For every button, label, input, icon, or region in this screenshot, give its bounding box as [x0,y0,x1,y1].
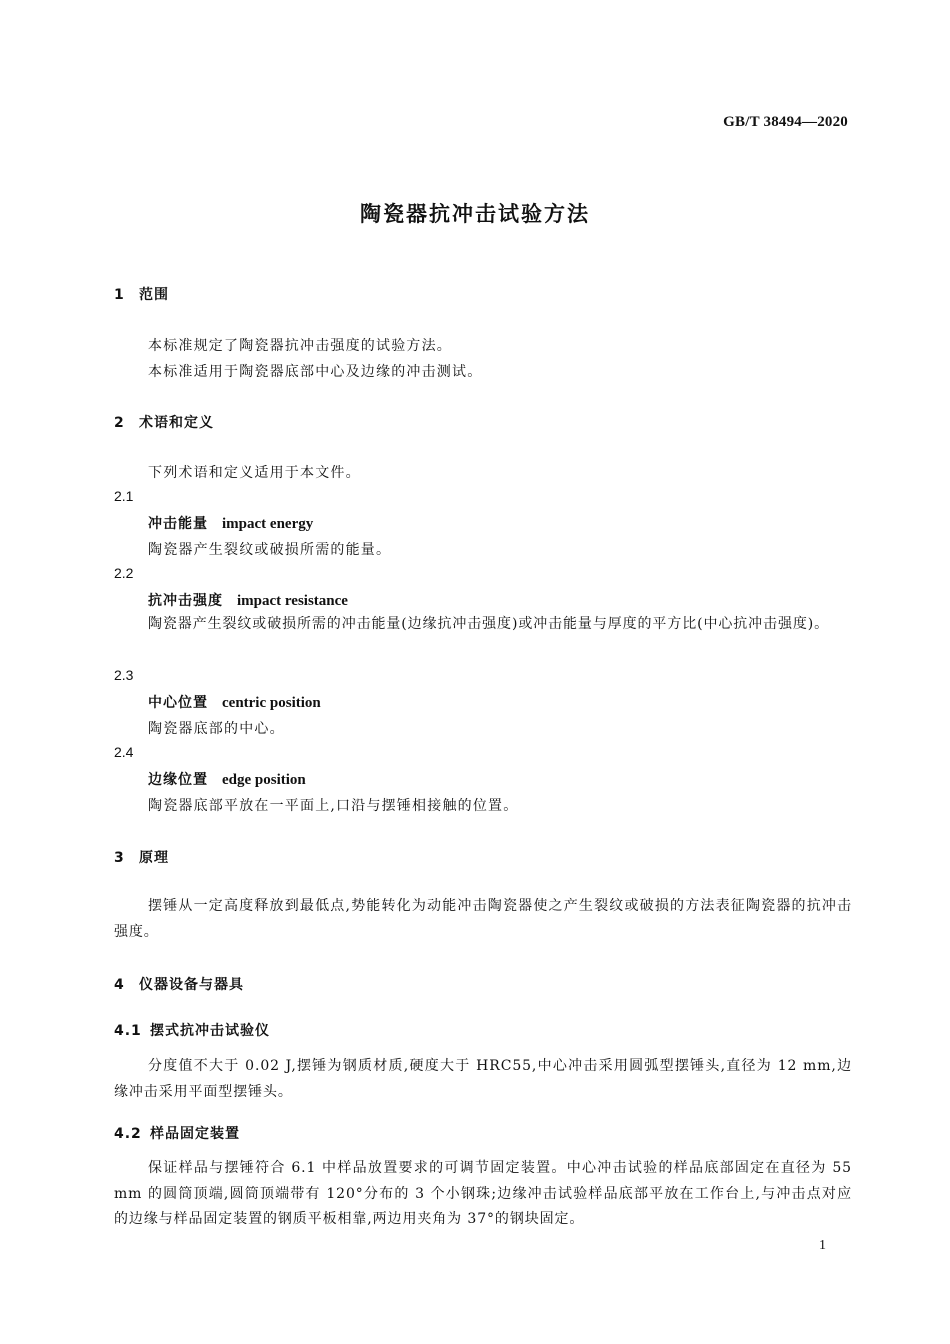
paragraph: 下列术语和定义适用于本文件。 [148,465,361,481]
section-number: 1 [114,287,125,303]
term-definition: 陶瓷器底部的中心。 [148,721,285,737]
term-definition: 陶瓷器底部平放在一平面上,口沿与摆锤相接触的位置。 [148,798,519,814]
section-title: 范围 [139,287,169,303]
paragraph: 分度值不大于 0.02 J,摆锤为钢质材质,硬度大于 HRC55,中心冲击采用圆弧型摆锤头,直径为 12 mm,边缘冲击采用平面型摆锤头。 [114,1058,852,1100]
paragraph: 保证样品与摆锤符合 6.1 中样品放置要求的可调节固定装置。中心冲击试验的样品底部固定在直径为 55 mm 的圆筒顶端,圆筒顶端带有 120°分布的 3 个小钢珠;边缘冲击试验样品底部平放在工作台上,与冲击点对应的边缘与样品固定装置的钢质平板相靠,两边用夹角为 37°的钢块固定。 [114,1160,852,1227]
term-entry [148,513,313,533]
term-entry [148,590,348,610]
section-number: 3 [114,850,125,866]
term-entry [148,692,321,712]
clause-number: 2.2 [114,565,134,581]
term-zh: 抗冲击强度 [148,593,223,609]
section-heading-principle [114,847,169,867]
term-entry [148,769,306,789]
section-heading-scope [114,284,169,304]
subsection-heading [114,1123,240,1143]
term-en: impact resistance [237,593,348,609]
paragraph: 摆锤从一定高度释放到最低点,势能转化为动能冲击陶瓷器使之产生裂纹或破损的方法表征陶瓷器的抗冲击强度。 [114,898,852,940]
standard-number: GB/T 38494—2020 [723,114,848,130]
term-definition: 陶瓷器产生裂纹或破损所需的能量。 [148,542,392,558]
clause-number: 2.1 [114,488,134,504]
page-number: 1 [819,1238,826,1253]
clause-number: 2.4 [114,744,134,760]
subsection-number: 4.1 [114,1023,142,1039]
clause-number: 2.3 [114,667,134,683]
document-title: 陶瓷器抗冲击试验方法 [360,202,590,226]
subsection-number: 4.2 [114,1126,142,1142]
term-en: impact energy [222,516,314,532]
paragraph: 本标准适用于陶瓷器底部中心及边缘的冲击测试。 [148,364,483,380]
section-heading-terms [114,412,214,432]
section-heading-apparatus [114,974,244,994]
term-en: edge position [222,772,306,788]
term-definition: 陶瓷器产生裂纹或破损所需的冲击能量(边缘抗冲击强度)或冲击能量与厚度的平方比(中心抗冲击强度)。 [148,616,830,632]
subsection-title: 样品固定装置 [150,1126,240,1142]
term-zh: 边缘位置 [148,772,208,788]
term-en: centric position [222,695,321,711]
section-title: 术语和定义 [139,415,214,431]
subsection-title: 摆式抗冲击试验仪 [150,1023,270,1039]
term-zh: 中心位置 [148,695,208,711]
section-number: 2 [114,415,125,431]
section-number: 4 [114,977,125,993]
paragraph: 本标准规定了陶瓷器抗冲击强度的试验方法。 [148,338,452,354]
term-zh: 冲击能量 [148,516,208,532]
section-title: 原理 [139,850,169,866]
section-title: 仪器设备与器具 [139,977,244,993]
subsection-heading [114,1020,270,1040]
